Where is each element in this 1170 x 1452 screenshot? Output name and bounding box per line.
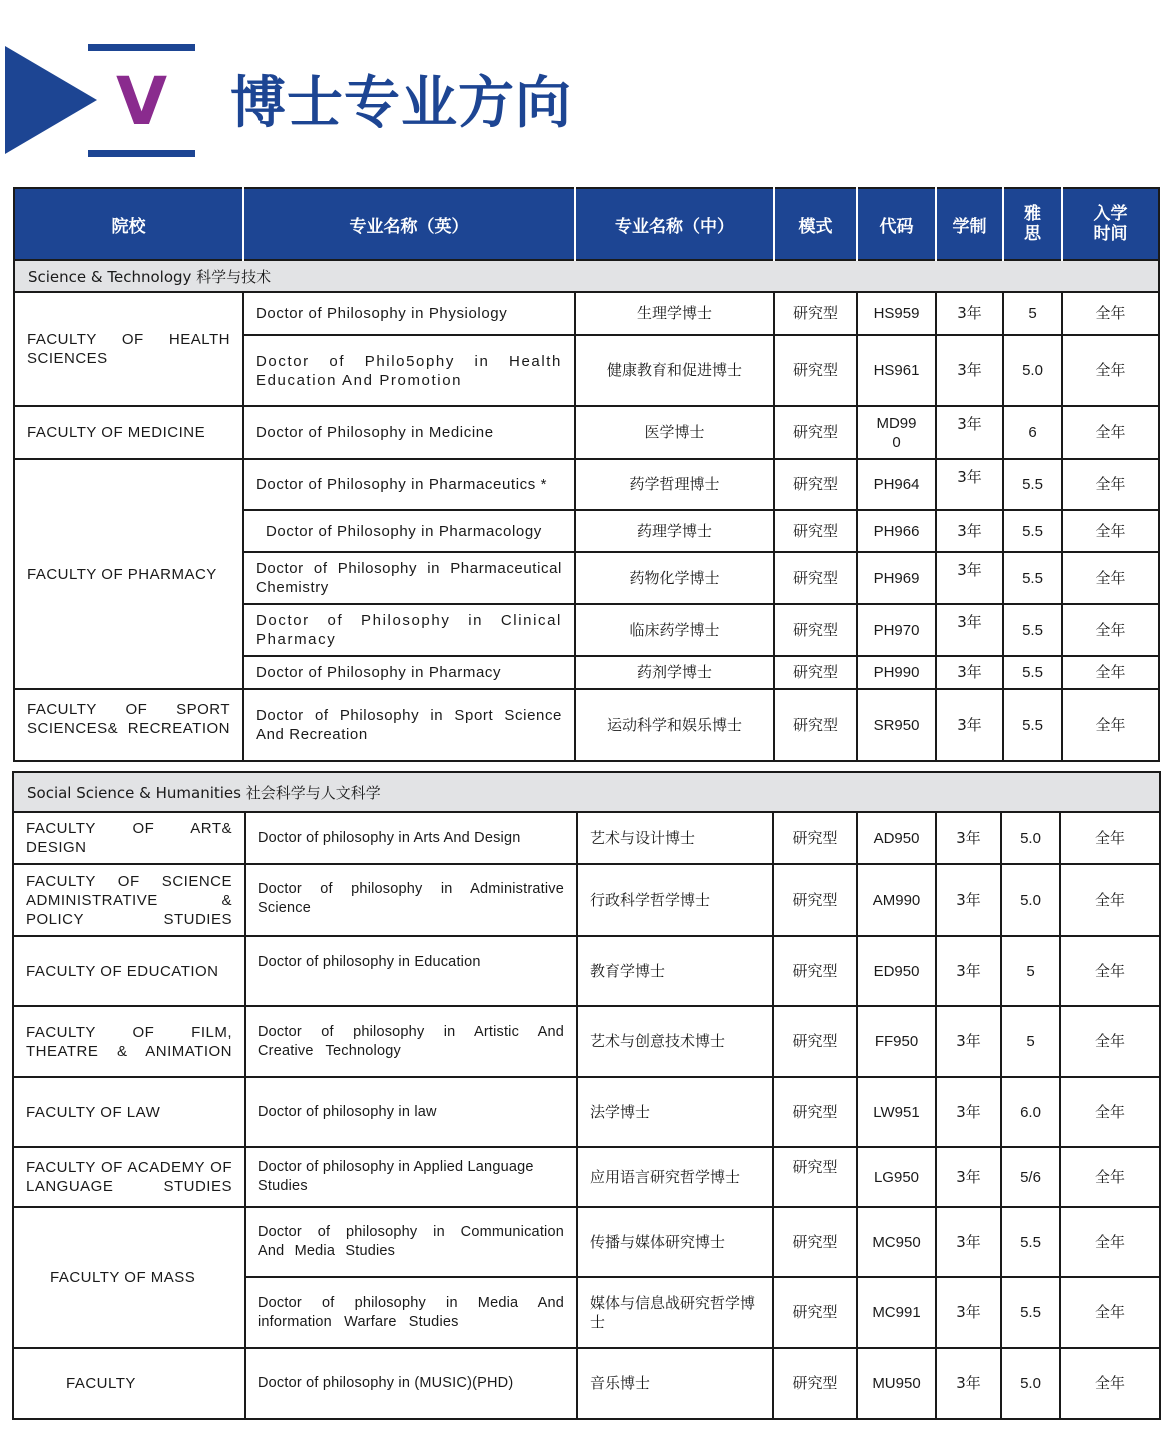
school-cell: FACULTY OF MASS — [13, 1207, 245, 1348]
program-en: Doctor of philosophy in Communication And Media Studies — [245, 1207, 577, 1277]
table-row — [14, 292, 1159, 335]
code-cell: HS961 — [857, 335, 936, 406]
mode-cell: 研究型 — [774, 292, 857, 335]
code-cell: MC950 — [857, 1207, 936, 1277]
intake-cell: 全年 — [1060, 1147, 1160, 1207]
social-science-table — [12, 771, 1161, 1420]
table-row — [13, 864, 1160, 936]
program-zh: 药剂学博士 — [575, 656, 774, 689]
duration-cell: 3年 — [936, 335, 1003, 406]
mode-cell: 研究型 — [774, 406, 857, 459]
table-row — [13, 1077, 1160, 1147]
table-row — [13, 936, 1160, 1006]
school-cell: FACULTY OF MEDICINE — [14, 406, 243, 459]
col-header-name-en: 专业名称（英） — [243, 188, 575, 260]
program-en: Doctor of Philosophy in Clinical Pharmacy — [243, 604, 575, 656]
school-cell: FACULTY OF EDUCATION — [13, 936, 245, 1006]
intake-cell: 全年 — [1062, 689, 1159, 761]
col-header-mode: 模式 — [774, 188, 857, 260]
table-row — [13, 1348, 1160, 1419]
school-cell: FACULTY OF ART& DESIGN — [13, 812, 245, 864]
program-en: Doctor of Philosophy in Sport Science And Recreation — [243, 689, 575, 761]
page-title: 博士专业方向 — [230, 71, 572, 136]
intake-cell: 全年 — [1062, 656, 1159, 689]
school-cell: FACULTY OF FILM, THEATRE & ANIMATION — [13, 1006, 245, 1077]
table-header-row — [14, 188, 1159, 260]
duration-cell: 3年 — [936, 656, 1003, 689]
program-zh: 药物化学博士 — [575, 552, 774, 604]
code-cell: AD950 — [857, 812, 936, 864]
col-header-ielts: 雅 思 — [1003, 188, 1062, 260]
table-row — [14, 459, 1159, 510]
table-row — [13, 1207, 1160, 1277]
program-en: Doctor of Philosophy in Medicine — [243, 406, 575, 459]
mode-cell: 研究型 — [773, 936, 857, 1006]
ielts-cell: 6.0 — [1001, 1077, 1060, 1147]
program-zh: 教育学博士 — [577, 936, 773, 1006]
program-en: Doctor of philosophy in (MUSIC)(PHD) — [245, 1348, 577, 1419]
table-row — [14, 406, 1159, 459]
code-cell: SR950 — [857, 689, 936, 761]
ielts-cell: 5 — [1003, 292, 1062, 335]
program-en: Doctor of philosophy in Applied Language Studies — [245, 1147, 577, 1207]
ielts-cell: 5.5 — [1003, 689, 1062, 761]
code-cell: FF950 — [857, 1006, 936, 1077]
ielts-cell: 6 — [1003, 406, 1062, 459]
duration-cell: 3年 — [936, 1277, 1001, 1348]
program-zh: 艺术与创意技术博士 — [577, 1006, 773, 1077]
code-cell: HS959 — [857, 292, 936, 335]
program-zh: 医学博士 — [575, 406, 774, 459]
code-cell: MU950 — [857, 1348, 936, 1419]
code-cell: AM990 — [857, 864, 936, 936]
program-zh: 临床药学博士 — [575, 604, 774, 656]
school-cell: FACULTY OF PHARMACY — [14, 459, 243, 689]
program-en: Doctor of Philosophy in Physiology — [243, 292, 575, 335]
mode-cell: 研究型 — [773, 1147, 857, 1207]
school-cell: FACULTY — [13, 1348, 245, 1419]
program-en: Doctor of philosophy in Artistic And Creative Technology — [245, 1006, 577, 1077]
program-en: Doctor of Philosophy in Pharmacology — [243, 510, 575, 552]
intake-cell: 全年 — [1060, 1207, 1160, 1277]
intake-cell: 全年 — [1062, 459, 1159, 510]
duration-cell: 3年 — [936, 510, 1003, 552]
ielts-cell: 5 — [1001, 936, 1060, 1006]
ielts-cell: 5/6 — [1001, 1147, 1060, 1207]
mode-cell: 研究型 — [773, 1277, 857, 1348]
program-en: Doctor of Philosophy in Pharmaceutics * — [243, 459, 575, 510]
intake-cell: 全年 — [1062, 335, 1159, 406]
ielts-cell: 5.5 — [1003, 459, 1062, 510]
mode-cell: 研究型 — [773, 1006, 857, 1077]
school-cell: FACULTY OF SPORT SCIENCES& RECREATION — [14, 689, 243, 761]
mode-cell: 研究型 — [774, 335, 857, 406]
program-en: Doctor of philosophy in Arts And Design — [245, 812, 577, 864]
duration-cell: 3年 — [936, 1207, 1001, 1277]
program-en: Doctor of Philosophy in Pharmaceutical Chemistry — [243, 552, 575, 604]
program-zh: 健康教育和促进博士 — [575, 335, 774, 406]
section-numeral: V — [115, 63, 168, 140]
program-zh: 生理学博士 — [575, 292, 774, 335]
section-title: Science & Technology 科学与技术 — [14, 260, 1159, 292]
program-zh: 音乐博士 — [577, 1348, 773, 1419]
duration-cell: 3年 — [936, 812, 1001, 864]
mode-cell: 研究型 — [773, 1207, 857, 1277]
duration-cell: 3年 — [936, 406, 1003, 459]
program-zh: 运动科学和娱乐博士 — [575, 689, 774, 761]
intake-cell: 全年 — [1060, 1077, 1160, 1147]
program-zh: 药学哲理博士 — [575, 459, 774, 510]
code-cell: PH990 — [857, 656, 936, 689]
mode-cell: 研究型 — [774, 689, 857, 761]
section-row — [14, 260, 1159, 292]
header-bar-bottom — [88, 150, 195, 157]
intake-cell: 全年 — [1062, 604, 1159, 656]
program-zh: 法学博士 — [577, 1077, 773, 1147]
intake-cell: 全年 — [1060, 1277, 1160, 1348]
intake-cell: 全年 — [1062, 292, 1159, 335]
ielts-cell: 5.5 — [1003, 656, 1062, 689]
ielts-cell: 5.0 — [1001, 864, 1060, 936]
duration-cell: 3年 — [936, 459, 1003, 510]
table-row — [14, 689, 1159, 761]
program-zh: 媒体与信息战研究哲学博士 — [577, 1277, 773, 1348]
intake-cell: 全年 — [1060, 812, 1160, 864]
program-zh: 行政科学哲学博士 — [577, 864, 773, 936]
mode-cell: 研究型 — [774, 459, 857, 510]
code-cell: ED950 — [857, 936, 936, 1006]
col-header-duration: 学制 — [936, 188, 1003, 260]
duration-cell: 3年 — [936, 864, 1001, 936]
mode-cell: 研究型 — [774, 552, 857, 604]
code-cell: PH969 — [857, 552, 936, 604]
program-zh: 传播与媒体研究博士 — [577, 1207, 773, 1277]
intake-cell: 全年 — [1062, 552, 1159, 604]
duration-cell: 3年 — [936, 1147, 1001, 1207]
science-technology-table — [13, 187, 1160, 762]
col-header-intake: 入学 时间 — [1062, 188, 1159, 260]
duration-cell: 3年 — [936, 1006, 1001, 1077]
mode-cell: 研究型 — [773, 812, 857, 864]
school-cell: FACULTY OF ACADEMY OF LANGUAGE STUDIES — [13, 1147, 245, 1207]
col-header-code: 代码 — [857, 188, 936, 260]
code-cell: LW951 — [857, 1077, 936, 1147]
ielts-cell: 5.5 — [1003, 510, 1062, 552]
intake-cell: 全年 — [1060, 1006, 1160, 1077]
duration-cell: 3年 — [936, 689, 1003, 761]
code-cell: MD990 — [857, 406, 936, 459]
mode-cell: 研究型 — [773, 1077, 857, 1147]
header-arrow-icon — [5, 46, 97, 154]
mode-cell: 研究型 — [774, 656, 857, 689]
intake-cell: 全年 — [1060, 864, 1160, 936]
intake-cell: 全年 — [1062, 406, 1159, 459]
ielts-cell: 5.0 — [1001, 812, 1060, 864]
code-cell: PH970 — [857, 604, 936, 656]
duration-cell: 3年 — [936, 292, 1003, 335]
ielts-cell: 5.5 — [1003, 552, 1062, 604]
program-en: Doctor of philosophy in law — [245, 1077, 577, 1147]
code-cell: MC991 — [857, 1277, 936, 1348]
ielts-cell: 5.5 — [1001, 1277, 1060, 1348]
program-zh: 艺术与设计博士 — [577, 812, 773, 864]
duration-cell: 3年 — [936, 936, 1001, 1006]
program-en: Doctor of Philosophy in Pharmacy — [243, 656, 575, 689]
mode-cell: 研究型 — [773, 1348, 857, 1419]
code-cell: LG950 — [857, 1147, 936, 1207]
program-en: Doctor of Philo5ophy in Health Education And Promotion — [243, 335, 575, 406]
duration-cell: 3年 — [936, 552, 1003, 604]
ielts-cell: 5.5 — [1001, 1207, 1060, 1277]
col-header-name-zh: 专业名称（中） — [575, 188, 774, 260]
intake-cell: 全年 — [1062, 510, 1159, 552]
table-row — [13, 812, 1160, 864]
header-bar-top — [88, 44, 195, 51]
duration-cell: 3年 — [936, 604, 1003, 656]
col-header-school: 院校 — [14, 188, 243, 260]
intake-cell: 全年 — [1060, 936, 1160, 1006]
section-row — [13, 772, 1160, 812]
program-en: Doctor of philosophy in Education — [245, 936, 577, 1006]
intake-cell: 全年 — [1060, 1348, 1160, 1419]
mode-cell: 研究型 — [774, 510, 857, 552]
code-cell: PH964 — [857, 459, 936, 510]
school-cell: FACULTY OF HEALTH SCIENCES — [14, 292, 243, 406]
ielts-cell: 5 — [1001, 1006, 1060, 1077]
mode-cell: 研究型 — [773, 864, 857, 936]
school-cell: FACULTY OF SCIENCE ADMINISTRATIVE & POLICY STUDIES — [13, 864, 245, 936]
code-cell: PH966 — [857, 510, 936, 552]
duration-cell: 3年 — [936, 1348, 1001, 1419]
mode-cell: 研究型 — [774, 604, 857, 656]
program-en: Doctor of philosophy in Administrative Science — [245, 864, 577, 936]
school-cell: FACULTY OF LAW — [13, 1077, 245, 1147]
ielts-cell: 5.5 — [1003, 604, 1062, 656]
duration-cell: 3年 — [936, 1077, 1001, 1147]
table-row — [13, 1006, 1160, 1077]
section-title: Social Science & Humanities 社会科学与人文科学 — [13, 772, 1160, 812]
program-en: Doctor of philosophy in Media And information Warfare Studies — [245, 1277, 577, 1348]
table-row — [13, 1147, 1160, 1207]
program-zh: 应用语言研究哲学博士 — [577, 1147, 773, 1207]
ielts-cell: 5.0 — [1001, 1348, 1060, 1419]
program-zh: 药理学博士 — [575, 510, 774, 552]
ielts-cell: 5.0 — [1003, 335, 1062, 406]
